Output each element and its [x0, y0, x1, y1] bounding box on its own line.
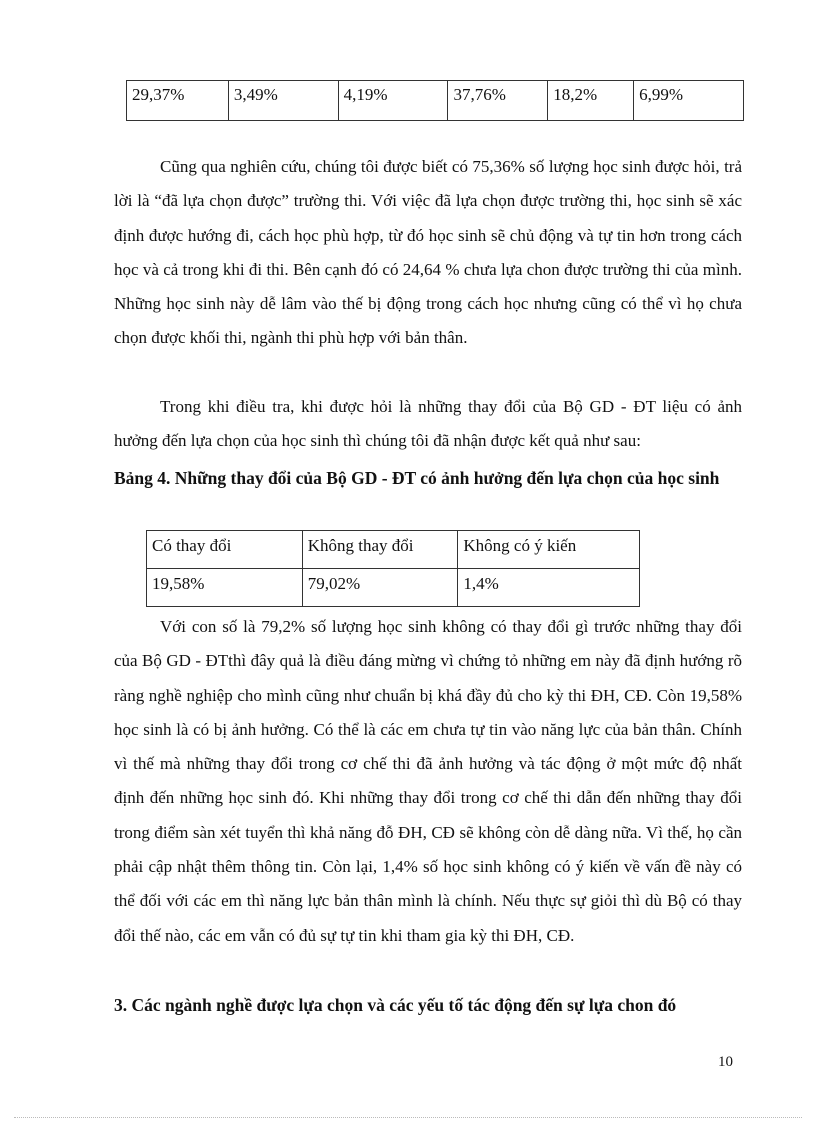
table-cell: 79,02% — [302, 569, 458, 607]
table-header-cell: Không có ý kiến — [458, 531, 640, 569]
table-cell: 1,4% — [458, 569, 640, 607]
table-cell: 18,2% — [548, 81, 634, 121]
table-cell: 6,99% — [634, 81, 744, 121]
top-results-table — [126, 80, 744, 121]
page-number: 10 — [718, 1054, 733, 1070]
table-header-cell: Không thay đổi — [302, 531, 458, 569]
table-header-row — [147, 531, 640, 569]
table-row — [147, 569, 640, 607]
paragraph-analysis: Với con số là 79,2% số lượng học sinh không có thay đổi gì trước những thay đổi của Bộ GD - ĐTthì đây quả là điều đáng mừng vì chứng tỏ những em này đã định hướng rõ ràng nghề nghiệp cho mình cũng như chuẩn bị khá đầy đủ cho kỳ thi ĐH, CĐ. Còn 19,58% học sinh là có bị ảnh hưởng. Có thể là các em chưa tự tin vào năng lực của bản thân. Chính vì thế mà những thay đổi trong cơ chế thi đã ảnh hưởng và tác động ở một mức độ nhất định đến những học sinh đó. Khi những thay đổi trong cơ chế thi dẫn đến những thay đổi trong điểm sàn xét tuyển thì khả năng đỗ ĐH, CĐ sẽ không còn dễ dàng nữa. Vì thế, họ cần phải cập nhật thêm thông tin. Còn lại, 1,4% số học sinh không có ý kiến về vấn đề này có thể đối với các em thì năng lực bản thân mình là chính. Nếu thực sự giỏi thì dù Bộ có thay đổi thế nào, các em vẫn có đủ sự tự tin khi tham gia kỳ thi ĐH, CĐ. — [114, 617, 742, 945]
paragraph-intro-table4: Trong khi điều tra, khi được hỏi là những thay đổi của Bộ GD - ĐT liệu có ảnh hưởng đến lựa chọn của học sinh thì chúng tôi đã nhận được kết quả như sau: — [114, 397, 742, 451]
page-bottom-divider — [14, 1117, 802, 1118]
table-cell: 4,19% — [338, 81, 448, 121]
table-cell: 37,76% — [448, 81, 548, 121]
table-cell: 29,37% — [127, 81, 229, 121]
table-cell: 3,49% — [228, 81, 338, 121]
section-heading: 3. Các ngành nghề được lựa chọn và các yếu tố tác động đến sự lựa chon đó — [114, 995, 677, 1015]
table4 — [146, 530, 640, 607]
table-row — [127, 81, 744, 121]
table-header-cell: Có thay đổi — [147, 531, 303, 569]
table4-caption: Bảng 4. Những thay đổi của Bộ GD - ĐT có ảnh hưởng đến lựa chọn của học sinh — [114, 468, 720, 488]
paragraph-survey-results: Cũng qua nghiên cứu, chúng tôi được biết có 75,36% số lượng học sinh được hỏi, trả lời là “đã lựa chọn được” trường thi. Với việc đã lựa chọn được trường thi, học sinh sẽ xác định được hướng đi, cách học phù hợp, từ đó học sinh sẽ chủ động và tự tin hơn trong cách học và cả trong khi đi thi. Bên cạnh đó có 24,64 % chưa lựa chon được trường thi của mình. Những học sinh này dễ lâm vào thế bị động trong cách học nhưng cũng có thể vì họ chưa chọn được khối thi, ngành thi phù hợp với bản thân. — [114, 157, 742, 348]
table-cell: 19,58% — [147, 569, 303, 607]
